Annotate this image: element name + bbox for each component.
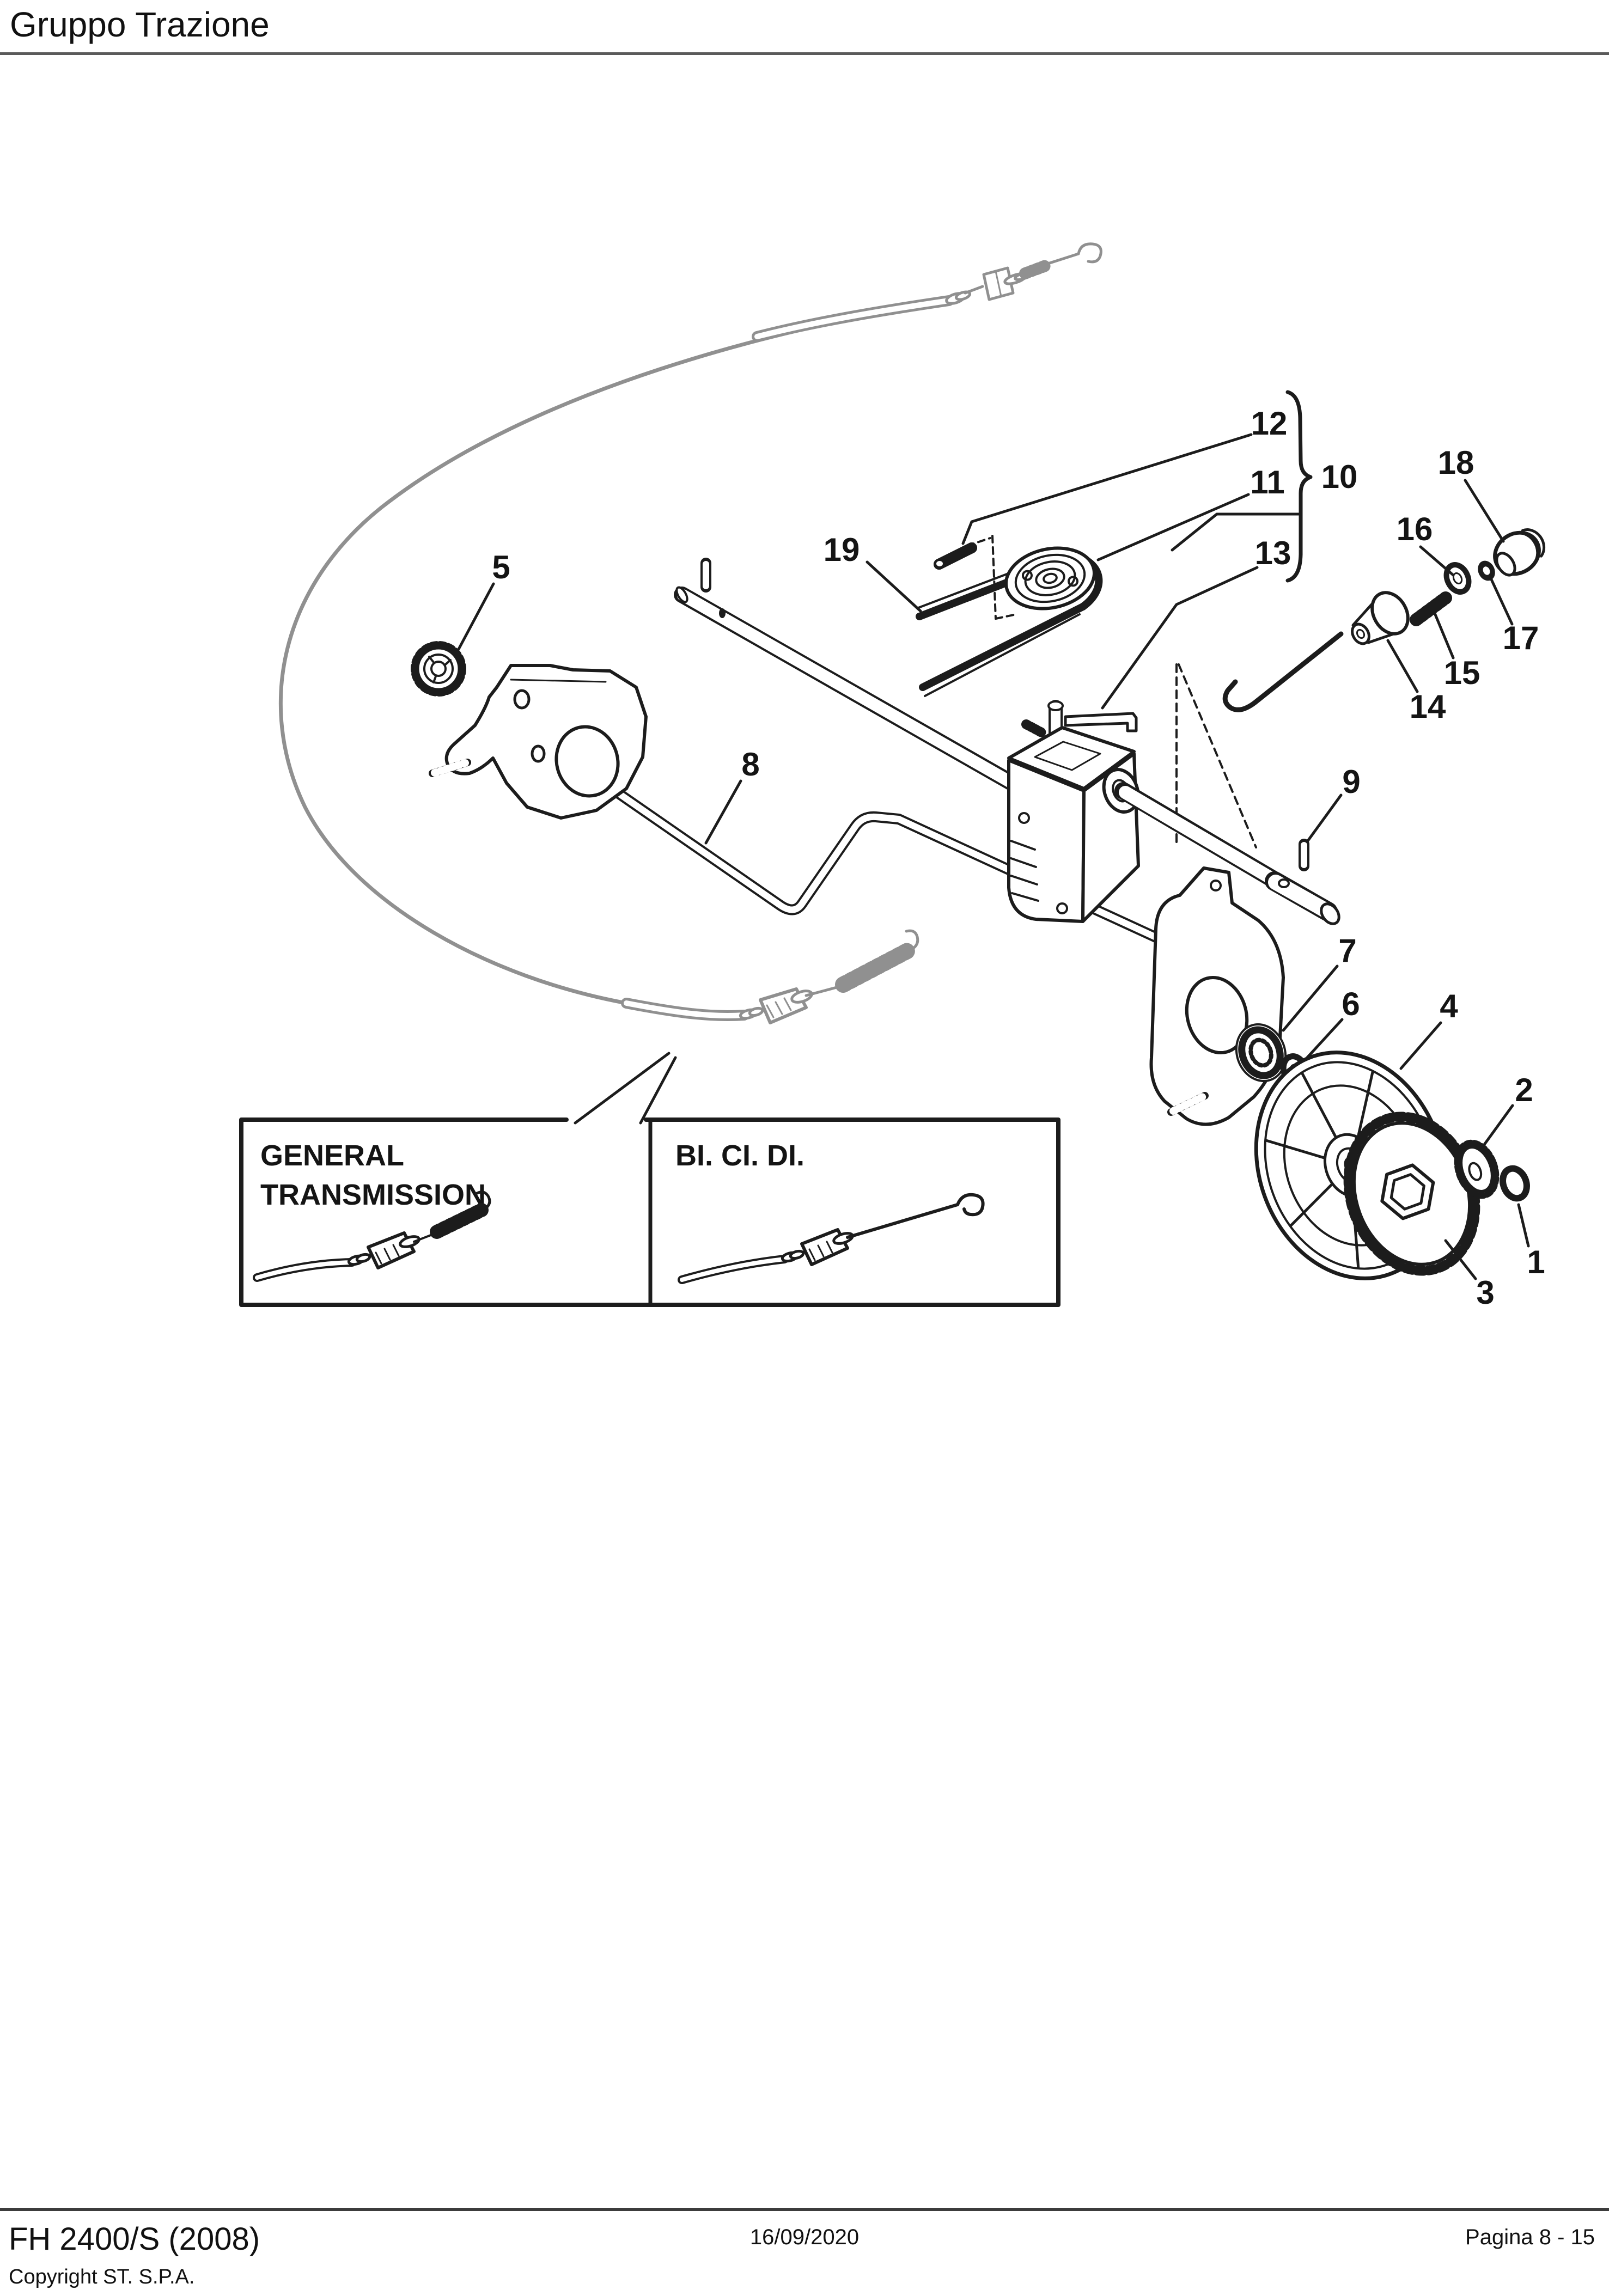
gearbox xyxy=(1009,701,1144,921)
footer-page-number: Pagina 8 - 15 xyxy=(1465,2225,1595,2249)
inset-label-bcd: BI. CI. DI. xyxy=(675,1139,805,1172)
callout-13: 13 xyxy=(1254,535,1291,571)
bushing-part14 xyxy=(1349,586,1415,646)
hook-rod xyxy=(1225,634,1341,710)
callout-14: 14 xyxy=(1409,688,1446,725)
callout-1: 1 xyxy=(1527,1244,1545,1280)
callout-2: 2 xyxy=(1515,1072,1533,1108)
callout-12: 12 xyxy=(1251,405,1288,442)
inset-cable-bcd xyxy=(682,1195,983,1280)
lower-bracket xyxy=(1151,868,1284,1125)
callout-18: 18 xyxy=(1437,444,1474,481)
footer-model: FH 2400/S (2008) xyxy=(9,2221,260,2257)
cable-lower-end xyxy=(740,931,918,1023)
upper-bracket xyxy=(432,665,646,818)
footer-date: 16/09/2020 xyxy=(749,2225,860,2249)
callout-17: 17 xyxy=(1502,620,1539,656)
callout-4: 4 xyxy=(1440,988,1458,1024)
cable-upper-end xyxy=(945,244,1101,306)
callout-6: 6 xyxy=(1342,986,1360,1022)
inset-label-general-1: GENERAL xyxy=(260,1139,405,1172)
callout-10: 10 xyxy=(1321,459,1358,495)
o-ring-part1 xyxy=(1499,1165,1531,1202)
inset-label-general-2: TRANSMISSION xyxy=(260,1178,486,1211)
callout-9: 9 xyxy=(1342,764,1361,800)
footer-rule xyxy=(0,2208,1609,2211)
drive-cable-assembly xyxy=(281,244,1101,1023)
callout-15: 15 xyxy=(1443,655,1480,691)
callout-7: 7 xyxy=(1338,932,1357,969)
pinion-part5 xyxy=(415,645,462,693)
belt-and-idler-pulley xyxy=(918,536,1100,696)
page-title: Gruppo Trazione xyxy=(10,5,270,44)
callout-5: 5 xyxy=(492,549,510,585)
washer-part16 xyxy=(1442,561,1473,595)
spring-part15 xyxy=(1416,598,1446,620)
inset-pointer xyxy=(575,1053,675,1123)
callout-19: 19 xyxy=(823,532,860,568)
idler-pin xyxy=(936,548,972,566)
callout-11: 11 xyxy=(1250,464,1285,500)
callout-8: 8 xyxy=(741,746,760,783)
callout-16: 16 xyxy=(1396,511,1433,547)
callout-3: 3 xyxy=(1476,1274,1495,1311)
footer-copyright: Copyright ST. S.P.A. xyxy=(9,2266,195,2288)
